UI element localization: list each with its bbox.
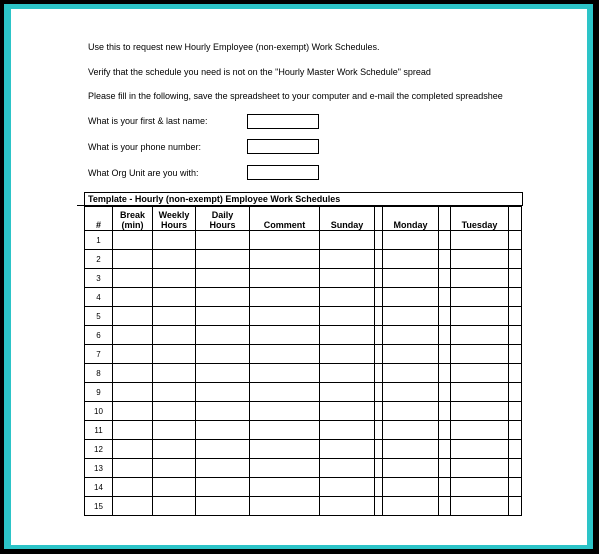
table-cell[interactable] xyxy=(113,288,153,307)
table-cell[interactable] xyxy=(509,288,522,307)
table-row xyxy=(85,326,522,345)
table-cell[interactable] xyxy=(383,478,439,497)
col-header-num: # xyxy=(85,207,113,231)
table-cell[interactable] xyxy=(375,250,383,269)
table-row xyxy=(85,307,522,326)
table-cell[interactable] xyxy=(153,250,196,269)
table-cell[interactable] xyxy=(383,402,439,421)
table-cell[interactable] xyxy=(113,345,153,364)
table-cell[interactable] xyxy=(509,497,522,516)
table-cell[interactable] xyxy=(383,497,439,516)
table-cell[interactable] xyxy=(153,440,196,459)
table-cell[interactable] xyxy=(196,478,250,497)
table-cell[interactable] xyxy=(451,288,509,307)
table-cell[interactable] xyxy=(113,383,153,402)
table-cell[interactable] xyxy=(196,459,250,478)
table-cell[interactable] xyxy=(153,288,196,307)
table-cell[interactable] xyxy=(375,402,383,421)
col-header-spacer xyxy=(375,207,383,231)
table-cell[interactable] xyxy=(375,269,383,288)
table-cell[interactable] xyxy=(451,421,509,440)
spreadsheet-page xyxy=(11,9,587,545)
table-cell[interactable] xyxy=(509,440,522,459)
table-cell[interactable] xyxy=(451,307,509,326)
row-number: 3 xyxy=(85,269,113,288)
row-number: 8 xyxy=(85,364,113,383)
header-row xyxy=(85,207,522,231)
table-cell[interactable] xyxy=(375,497,383,516)
name-field[interactable] xyxy=(247,114,319,129)
table-cell[interactable] xyxy=(153,326,196,345)
table-cell[interactable] xyxy=(320,478,375,497)
table-row xyxy=(85,364,522,383)
col-header-monday: Monday xyxy=(383,207,439,231)
table-cell[interactable] xyxy=(375,326,383,345)
table-cell[interactable] xyxy=(153,364,196,383)
table-cell[interactable] xyxy=(250,326,320,345)
table-row xyxy=(85,478,522,497)
table-cell[interactable] xyxy=(320,383,375,402)
table-cell[interactable] xyxy=(451,440,509,459)
table-cell[interactable] xyxy=(113,478,153,497)
table-cell[interactable] xyxy=(320,231,375,250)
table-cell[interactable] xyxy=(375,288,383,307)
row-number: 1 xyxy=(85,231,113,250)
table-cell[interactable] xyxy=(250,459,320,478)
col-header-tuesday: Tuesday xyxy=(451,207,509,231)
table-cell[interactable] xyxy=(439,383,451,402)
table-cell[interactable] xyxy=(153,478,196,497)
table-cell[interactable] xyxy=(375,307,383,326)
table-cell[interactable] xyxy=(509,421,522,440)
table-cell[interactable] xyxy=(196,307,250,326)
table-cell[interactable] xyxy=(509,364,522,383)
table-cell[interactable] xyxy=(383,307,439,326)
table-cell[interactable] xyxy=(383,269,439,288)
table-cell[interactable] xyxy=(153,307,196,326)
col-header-sunday: Sunday xyxy=(320,207,375,231)
table-cell[interactable] xyxy=(383,326,439,345)
table-cell[interactable] xyxy=(439,402,451,421)
table-cell[interactable] xyxy=(439,345,451,364)
table-row xyxy=(85,402,522,421)
table-cell[interactable] xyxy=(375,364,383,383)
table-row xyxy=(85,383,522,402)
table-cell[interactable] xyxy=(451,383,509,402)
row-number: 12 xyxy=(85,440,113,459)
table-row xyxy=(85,421,522,440)
intro-line-3: Please fill in the following, save the spreadsheet to your computer and e-mail the completed spreadshee xyxy=(88,91,503,101)
col-header-spacer xyxy=(509,207,522,231)
table-cell[interactable] xyxy=(439,421,451,440)
table-cell[interactable] xyxy=(320,402,375,421)
table-cell[interactable] xyxy=(320,421,375,440)
intro-line-2: Verify that the schedule you need is not on the "Hourly Master Work Schedule" spread xyxy=(88,67,431,77)
table-cell[interactable] xyxy=(451,326,509,345)
table-cell[interactable] xyxy=(375,440,383,459)
table-row xyxy=(85,269,522,288)
table-cell[interactable] xyxy=(250,345,320,364)
table-row xyxy=(85,231,522,250)
table-cell[interactable] xyxy=(250,288,320,307)
row-number: 4 xyxy=(85,288,113,307)
table-cell[interactable] xyxy=(196,440,250,459)
table-cell[interactable] xyxy=(320,269,375,288)
row-number: 6 xyxy=(85,326,113,345)
col-header-spacer xyxy=(439,207,451,231)
table-cell[interactable] xyxy=(250,250,320,269)
col-header-weekly-bottom: Hours xyxy=(160,220,187,230)
table-cell[interactable] xyxy=(439,231,451,250)
table-cell[interactable] xyxy=(113,250,153,269)
table-cell[interactable] xyxy=(439,497,451,516)
col-header-daily-top: Daily xyxy=(211,210,234,220)
table-cell[interactable] xyxy=(320,459,375,478)
table-cell[interactable] xyxy=(113,231,153,250)
table-cell[interactable] xyxy=(375,478,383,497)
table-cell[interactable] xyxy=(250,497,320,516)
table-cell[interactable] xyxy=(375,231,383,250)
table-cell[interactable] xyxy=(383,288,439,307)
table-cell[interactable] xyxy=(383,440,439,459)
table-cell[interactable] xyxy=(383,345,439,364)
intro-line-1: Use this to request new Hourly Employee (non-exempt) Work Schedules. xyxy=(88,42,380,52)
table-cell[interactable] xyxy=(320,250,375,269)
table-cell[interactable] xyxy=(439,250,451,269)
table-cell[interactable] xyxy=(113,364,153,383)
table-cell[interactable] xyxy=(383,421,439,440)
table-row xyxy=(85,288,522,307)
table-cell[interactable] xyxy=(250,231,320,250)
table-cell[interactable] xyxy=(451,364,509,383)
row-number: 11 xyxy=(85,421,113,440)
table-cell[interactable] xyxy=(250,478,320,497)
table-cell[interactable] xyxy=(383,364,439,383)
table-cell[interactable] xyxy=(153,459,196,478)
table-cell[interactable] xyxy=(320,440,375,459)
table-cell[interactable] xyxy=(451,402,509,421)
table-cell[interactable] xyxy=(113,421,153,440)
table-cell[interactable] xyxy=(250,269,320,288)
table-cell[interactable] xyxy=(439,459,451,478)
table-cell[interactable] xyxy=(320,497,375,516)
table-cell[interactable] xyxy=(250,307,320,326)
table-cell[interactable] xyxy=(509,459,522,478)
table-cell[interactable] xyxy=(196,250,250,269)
col-header-daily-bottom: Hours xyxy=(209,220,236,230)
table-cell[interactable] xyxy=(320,326,375,345)
table-cell[interactable] xyxy=(451,497,509,516)
table-cell[interactable] xyxy=(509,383,522,402)
template-title: Template - Hourly (non-exempt) Employee Work Schedules xyxy=(84,192,523,206)
row-number: 15 xyxy=(85,497,113,516)
col-header-daily xyxy=(196,207,250,231)
table-cell[interactable] xyxy=(375,345,383,364)
row-number: 7 xyxy=(85,345,113,364)
table-cell[interactable] xyxy=(509,402,522,421)
org-unit-field[interactable] xyxy=(247,165,319,180)
table-cell[interactable] xyxy=(196,231,250,250)
col-header-break-bottom: (min) xyxy=(121,220,144,230)
table-cell[interactable] xyxy=(451,250,509,269)
table-cell[interactable] xyxy=(439,364,451,383)
table-cell[interactable] xyxy=(113,402,153,421)
table-cell[interactable] xyxy=(153,383,196,402)
table-cell[interactable] xyxy=(153,345,196,364)
table-cell[interactable] xyxy=(451,269,509,288)
name-label: What is your first & last name: xyxy=(88,116,208,126)
schedule-rows xyxy=(85,231,522,516)
row-number: 5 xyxy=(85,307,113,326)
table-cell[interactable] xyxy=(250,421,320,440)
table-cell[interactable] xyxy=(383,383,439,402)
table-cell[interactable] xyxy=(320,288,375,307)
table-cell[interactable] xyxy=(451,231,509,250)
table-cell[interactable] xyxy=(153,231,196,250)
table-cell[interactable] xyxy=(113,440,153,459)
table-cell[interactable] xyxy=(153,269,196,288)
table-cell[interactable] xyxy=(196,345,250,364)
table-cell[interactable] xyxy=(439,440,451,459)
row-number: 14 xyxy=(85,478,113,497)
table-cell[interactable] xyxy=(509,478,522,497)
table-cell[interactable] xyxy=(113,326,153,345)
row-number: 2 xyxy=(85,250,113,269)
table-cell[interactable] xyxy=(439,478,451,497)
col-header-break-top: Break xyxy=(119,210,146,220)
table-cell[interactable] xyxy=(196,364,250,383)
col-header-weekly-top: Weekly xyxy=(158,210,190,220)
col-header-break xyxy=(113,207,153,231)
table-cell[interactable] xyxy=(320,364,375,383)
phone-field[interactable] xyxy=(247,139,319,154)
table-cell[interactable] xyxy=(509,231,522,250)
table-cell[interactable] xyxy=(196,326,250,345)
table-cell[interactable] xyxy=(113,269,153,288)
table-cell[interactable] xyxy=(196,269,250,288)
table-row xyxy=(85,345,522,364)
table-cell[interactable] xyxy=(153,497,196,516)
row-number: 10 xyxy=(85,402,113,421)
phone-label: What is your phone number: xyxy=(88,142,202,152)
col-header-comment: Comment xyxy=(250,207,320,231)
table-cell[interactable] xyxy=(196,497,250,516)
table-cell[interactable] xyxy=(250,402,320,421)
table-cell[interactable] xyxy=(375,383,383,402)
table-cell[interactable] xyxy=(250,383,320,402)
table-cell[interactable] xyxy=(375,421,383,440)
table-cell[interactable] xyxy=(113,497,153,516)
table-cell[interactable] xyxy=(196,383,250,402)
table-cell[interactable] xyxy=(375,459,383,478)
table-cell[interactable] xyxy=(509,307,522,326)
table-cell[interactable] xyxy=(439,307,451,326)
table-cell[interactable] xyxy=(113,307,153,326)
table-cell[interactable] xyxy=(509,345,522,364)
table-cell[interactable] xyxy=(439,269,451,288)
table-cell[interactable] xyxy=(509,250,522,269)
table-row xyxy=(85,497,522,516)
table-cell[interactable] xyxy=(451,478,509,497)
table-cell[interactable] xyxy=(509,269,522,288)
table-cell[interactable] xyxy=(196,288,250,307)
col-header-weekly xyxy=(153,207,196,231)
org-unit-label: What Org Unit are you with: xyxy=(88,168,199,178)
table-cell[interactable] xyxy=(320,345,375,364)
table-cell[interactable] xyxy=(383,231,439,250)
row-number: 9 xyxy=(85,383,113,402)
table-cell[interactable] xyxy=(153,402,196,421)
schedule-table xyxy=(84,206,522,516)
table-cell[interactable] xyxy=(509,326,522,345)
table-cell[interactable] xyxy=(113,459,153,478)
table-cell[interactable] xyxy=(196,421,250,440)
row-number: 13 xyxy=(85,459,113,478)
table-cell[interactable] xyxy=(451,345,509,364)
table-cell[interactable] xyxy=(153,421,196,440)
table-cell[interactable] xyxy=(439,326,451,345)
table-row xyxy=(85,250,522,269)
table-cell[interactable] xyxy=(250,364,320,383)
table-cell[interactable] xyxy=(439,288,451,307)
table-cell[interactable] xyxy=(250,440,320,459)
table-cell[interactable] xyxy=(451,459,509,478)
table-cell[interactable] xyxy=(383,250,439,269)
table-cell[interactable] xyxy=(196,402,250,421)
table-row xyxy=(85,440,522,459)
table-cell[interactable] xyxy=(383,459,439,478)
table-cell[interactable] xyxy=(320,307,375,326)
table-row xyxy=(85,459,522,478)
